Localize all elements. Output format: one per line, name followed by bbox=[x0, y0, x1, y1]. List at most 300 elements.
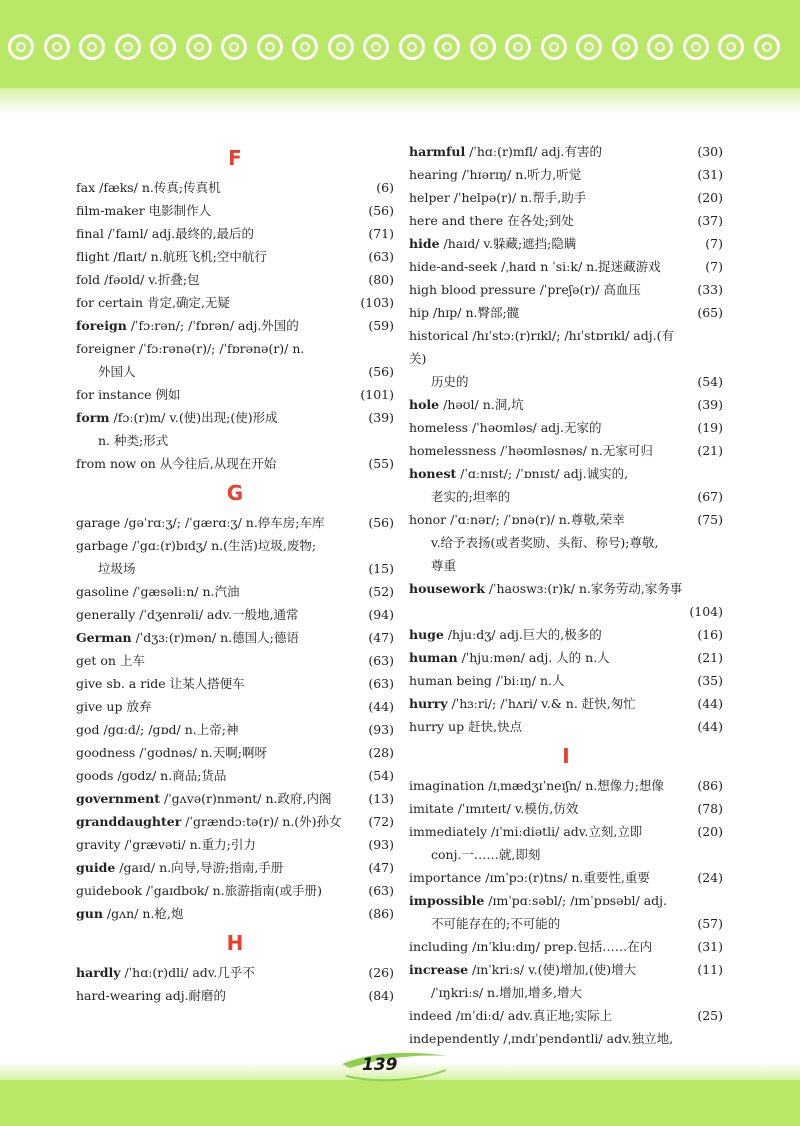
entry-definition: conj.一……就,即刻 bbox=[431, 847, 541, 862]
entry-text bbox=[409, 393, 723, 416]
entry-page-line bbox=[409, 600, 723, 623]
entry-definition: honor /ˈɑːnər/; /ˈɒnə(r)/ n.尊敬,荣幸 bbox=[409, 512, 625, 527]
entry-page-ref: (25) bbox=[697, 1008, 723, 1023]
entry-definition: /ˈgrændɔːtə(r)/ n.(外)孙女 bbox=[181, 814, 342, 829]
ring-icon bbox=[8, 34, 34, 60]
entry-text bbox=[76, 649, 394, 672]
ring-icon bbox=[221, 34, 247, 60]
ring-icon bbox=[399, 34, 425, 60]
entry-text bbox=[76, 879, 394, 902]
entry-headword: German bbox=[76, 630, 132, 645]
entry-text bbox=[76, 452, 394, 475]
entry-definition: imagination /ɪˌmædʒɪˈneɪʃn/ n.想像力;想像 bbox=[409, 778, 664, 793]
glossary-entry bbox=[76, 741, 394, 764]
entry-text bbox=[409, 508, 723, 531]
entry-text bbox=[76, 741, 394, 764]
entry-definition: from now on 从今往后,从现在开始 bbox=[76, 456, 277, 471]
entry-page-ref: (11) bbox=[697, 962, 723, 977]
entry-definition: god /gɑːd/; /gɒd/ n.上帝;神 bbox=[76, 722, 239, 737]
entry-page-ref: (7) bbox=[705, 236, 723, 251]
bottom-banner bbox=[0, 1080, 800, 1126]
entry-definition: 垃圾场 bbox=[98, 561, 136, 576]
glossary-entry bbox=[409, 324, 723, 370]
glossary-entry bbox=[409, 301, 723, 324]
entry-definition: 不可能存在的;不可能的 bbox=[431, 916, 561, 931]
entry-text bbox=[76, 787, 394, 810]
entry-page-ref: (55) bbox=[368, 456, 394, 471]
glossary-entry bbox=[76, 626, 394, 649]
entry-text bbox=[409, 209, 723, 232]
entry-continuation bbox=[409, 370, 723, 393]
glossary-entry bbox=[76, 879, 394, 902]
ring-icon bbox=[505, 34, 531, 60]
entry-text bbox=[409, 416, 723, 439]
entry-page-ref: (94) bbox=[368, 607, 394, 622]
entry-text bbox=[76, 383, 394, 406]
ring-icon bbox=[718, 34, 744, 60]
entry-text bbox=[409, 866, 723, 889]
glossary-entry bbox=[409, 820, 723, 843]
entry-page-ref: (93) bbox=[368, 837, 394, 852]
entry-definition: gasoline /ˈgæsəliːn/ n.汽油 bbox=[76, 584, 240, 599]
entry-definition: homeless /ˈhəʊmləs/ adj.无家的 bbox=[409, 420, 602, 435]
entry-text bbox=[409, 301, 723, 324]
entry-headword: huge bbox=[409, 627, 444, 642]
ring-icon bbox=[541, 34, 567, 60]
entry-page-ref: (47) bbox=[368, 860, 394, 875]
entry-page-ref: (101) bbox=[360, 387, 394, 402]
entry-page-ref: (13) bbox=[368, 791, 394, 806]
entry-page-ref: (59) bbox=[368, 318, 394, 333]
entry-headword: foreign bbox=[76, 318, 127, 333]
entry-page-ref: (80) bbox=[368, 272, 394, 287]
glossary-entry bbox=[409, 209, 723, 232]
entry-text bbox=[409, 958, 723, 981]
entry-definition: garage /gəˈrɑːʒ/; /ˈgærɑːʒ/ n.停车房;车库 bbox=[76, 515, 325, 530]
entry-page-ref: (20) bbox=[697, 190, 723, 205]
entry-headword: hurry bbox=[409, 696, 448, 711]
entry-definition: goodness /ˈgʊdnəs/ n.天啊;啊呀 bbox=[76, 745, 267, 760]
entry-definition: 历史的 bbox=[431, 374, 469, 389]
glossary-entry bbox=[409, 508, 723, 531]
entry-headword: harmful bbox=[409, 144, 466, 159]
glossary-entry bbox=[409, 623, 723, 646]
glossary-entry bbox=[409, 774, 723, 797]
entry-definition: /ˈhɜːri/; /ˈhʌri/ v.& n. 赶快,匆忙 bbox=[447, 696, 636, 711]
ring-icon bbox=[257, 34, 283, 60]
entry-definition: /ˈhɑː(r)dli/ adv.几乎不 bbox=[120, 965, 255, 980]
entry-text bbox=[409, 889, 723, 912]
entry-definition: for instance 例如 bbox=[76, 387, 181, 402]
entry-page-ref: (31) bbox=[697, 939, 723, 954]
glossary-entry bbox=[76, 603, 394, 626]
glossary-entry bbox=[409, 935, 723, 958]
entry-page-ref: (56) bbox=[368, 364, 394, 379]
entry-text bbox=[409, 140, 723, 163]
glossary-entry bbox=[76, 199, 394, 222]
entry-headword: government bbox=[76, 791, 161, 806]
ring-icon bbox=[647, 34, 673, 60]
entry-text bbox=[76, 176, 394, 199]
entry-text bbox=[409, 278, 723, 301]
entry-definition: get on 上车 bbox=[76, 653, 145, 668]
ring-icon bbox=[44, 34, 70, 60]
entry-page-ref: (52) bbox=[368, 584, 394, 599]
entry-definition: /gʌn/ n.枪,炮 bbox=[102, 906, 184, 921]
glossary-entry bbox=[409, 1027, 723, 1050]
entry-definition: /həʊl/ n.洞,坑 bbox=[439, 397, 524, 412]
ring-icon bbox=[328, 34, 354, 60]
entry-text bbox=[76, 626, 394, 649]
glossary-entry bbox=[409, 669, 723, 692]
entry-definition: 外国人 bbox=[98, 364, 136, 379]
glossary-entry bbox=[76, 672, 394, 695]
entry-page-ref: (104) bbox=[689, 604, 723, 619]
entry-definition: hip /hɪp/ n.臀部;髋 bbox=[409, 305, 520, 320]
entry-text bbox=[409, 577, 723, 600]
entry-headword: hole bbox=[409, 397, 440, 412]
entry-page-ref: (20) bbox=[697, 824, 723, 839]
entry-text bbox=[98, 429, 394, 452]
ring-icon bbox=[683, 34, 709, 60]
glossary-entry bbox=[76, 337, 394, 360]
entry-continuation bbox=[76, 360, 394, 383]
entry-definition: helper /ˈhelpə(r)/ n.帮手,助手 bbox=[409, 190, 587, 205]
entry-text bbox=[409, 774, 723, 797]
entry-text bbox=[76, 291, 394, 314]
entry-definition: here and there 在各处;到处 bbox=[409, 213, 574, 228]
entry-definition: /ˈhɑː(r)mfl/ adj.有害的 bbox=[465, 144, 603, 159]
entry-text bbox=[431, 485, 723, 508]
glossary-entry bbox=[76, 764, 394, 787]
entry-continuation bbox=[409, 843, 723, 866]
entry-continuation bbox=[76, 429, 394, 452]
page-number-badge bbox=[340, 1050, 450, 1084]
entry-definition: goods /gʊdz/ n.商品;货品 bbox=[76, 768, 227, 783]
entry-text bbox=[409, 255, 723, 278]
entry-text bbox=[76, 902, 394, 925]
entry-definition: hearing /ˈhɪərɪŋ/ n.听力,听觉 bbox=[409, 167, 582, 182]
section-letter: I bbox=[562, 744, 570, 768]
entry-page-ref: (78) bbox=[697, 801, 723, 816]
entry-definition: immediately /ɪˈmiːdiətli/ adv.立刻,立即 bbox=[409, 824, 643, 839]
entry-text bbox=[409, 163, 723, 186]
entry-text bbox=[76, 810, 394, 833]
entry-text bbox=[76, 268, 394, 291]
entry-text bbox=[76, 764, 394, 787]
entry-definition: /ˈhjuːmən/ adj. 人的 n.人 bbox=[457, 650, 610, 665]
ring-icon bbox=[612, 34, 638, 60]
ring-icon bbox=[186, 34, 212, 60]
entry-page-ref: (47) bbox=[368, 630, 394, 645]
entry-headword: impossible bbox=[409, 893, 485, 908]
glossary-entry bbox=[409, 416, 723, 439]
entry-page-ref: (44) bbox=[368, 699, 394, 714]
entry-page-ref: (71) bbox=[368, 226, 394, 241]
entry-definition: /ˈhaʊswɜː(r)k/ n.家务劳动,家务事 bbox=[484, 581, 683, 596]
entry-text bbox=[431, 843, 723, 866]
entry-text bbox=[409, 669, 723, 692]
entry-page-ref: (24) bbox=[697, 870, 723, 885]
entry-page-ref: (44) bbox=[697, 719, 723, 734]
entry-page-ref: (39) bbox=[368, 410, 394, 425]
entry-text bbox=[409, 820, 723, 843]
glossary-entry bbox=[409, 889, 723, 912]
entry-page-ref: (63) bbox=[368, 676, 394, 691]
entry-text bbox=[76, 580, 394, 603]
entry-page-ref: (21) bbox=[697, 650, 723, 665]
entry-page-ref: (16) bbox=[697, 627, 723, 642]
glossary-entry bbox=[409, 255, 723, 278]
entry-definition: /ɪnˈkriːs/ v.(使)增加,(使)增大 bbox=[468, 962, 637, 977]
entry-page-ref: (31) bbox=[697, 167, 723, 182]
entry-text bbox=[431, 981, 723, 1004]
entry-continuation bbox=[409, 485, 723, 508]
glossary-entry bbox=[76, 810, 394, 833]
entry-text bbox=[409, 232, 723, 255]
entry-headword: human bbox=[409, 650, 458, 665]
entry-headword: hardly bbox=[76, 965, 121, 980]
glossary-entry bbox=[409, 1004, 723, 1027]
entry-continuation bbox=[409, 554, 723, 577]
entry-text bbox=[76, 245, 394, 268]
glossary-entry bbox=[409, 797, 723, 820]
entry-definition: garbage /ˈgɑː(r)bɪdʒ/ n.(生活)垃圾,废物; bbox=[76, 538, 317, 553]
entry-definition: gravity /ˈgrævəti/ n.重力;引力 bbox=[76, 837, 256, 852]
entry-page-ref: (39) bbox=[697, 397, 723, 412]
entry-headword: housework bbox=[409, 581, 485, 596]
entry-text bbox=[76, 672, 394, 695]
glossary-entry bbox=[76, 245, 394, 268]
glossary-entry bbox=[409, 646, 723, 669]
entry-headword: honest bbox=[409, 466, 457, 481]
glossary-entry bbox=[76, 856, 394, 879]
entry-definition: /ˈɑːnɪst/; /ˈɒnɪst/ adj.诚实的, bbox=[456, 466, 629, 481]
entry-definition: /ɪmˈpɑːsəbl/; /ɪmˈpɒsəbl/ adj. bbox=[484, 893, 668, 908]
glossary-entry bbox=[76, 718, 394, 741]
entry-page-ref: (7) bbox=[705, 259, 723, 274]
entry-definition: historical /hɪˈstɔː(r)rɪkl/; /hɪˈstɒrɪkl/ adj.(有关) bbox=[409, 328, 674, 366]
section-letter: H bbox=[226, 931, 244, 955]
entry-page-ref: (30) bbox=[697, 144, 723, 159]
entry-definition: /ˈgʌvə(r)nmənt/ n.政府,内阁 bbox=[160, 791, 332, 806]
entry-text bbox=[76, 695, 394, 718]
entry-text bbox=[76, 222, 394, 245]
glossary-entry bbox=[409, 278, 723, 301]
ring-icon bbox=[363, 34, 389, 60]
glossary-entry bbox=[76, 176, 394, 199]
glossary-entry bbox=[409, 866, 723, 889]
entry-continuation bbox=[409, 981, 723, 1004]
glossary-entry bbox=[409, 692, 723, 715]
entry-definition: high blood pressure /ˈpreʃə(r)/ 高血压 bbox=[409, 282, 641, 297]
entry-continuation bbox=[409, 531, 723, 554]
ring-icon bbox=[754, 34, 780, 60]
section-letter: F bbox=[228, 146, 242, 170]
entry-definition: including /ɪnˈkluːdɪŋ/ prep.包括……在内 bbox=[409, 939, 653, 954]
glossary-entry bbox=[76, 406, 394, 429]
section-letter: G bbox=[226, 481, 244, 505]
glossary-entry bbox=[76, 314, 394, 337]
entry-headword: guide bbox=[76, 860, 116, 875]
glossary-column-left bbox=[76, 140, 394, 1007]
entry-text bbox=[98, 557, 394, 580]
glossary-entry bbox=[409, 140, 723, 163]
entry-page-ref: (93) bbox=[368, 722, 394, 737]
entry-text bbox=[98, 360, 394, 383]
glossary-entry bbox=[76, 984, 394, 1007]
entry-definition: human being /ˈbiːɪŋ/ n.人 bbox=[409, 673, 565, 688]
entry-definition: 老实的;坦率的 bbox=[431, 489, 511, 504]
entry-page-ref: (21) bbox=[697, 443, 723, 458]
ring-icon bbox=[150, 34, 176, 60]
entry-page-ref: (67) bbox=[697, 489, 723, 504]
glossary-entry bbox=[409, 577, 723, 600]
entry-definition: fold /fəʊld/ v.折叠;包 bbox=[76, 272, 200, 287]
entry-text bbox=[409, 1027, 723, 1050]
entry-page-ref: (44) bbox=[697, 696, 723, 711]
entry-text bbox=[431, 531, 723, 554]
entry-text bbox=[76, 961, 394, 984]
glossary-entry bbox=[76, 452, 394, 475]
glossary-entry bbox=[76, 787, 394, 810]
entry-headword: form bbox=[76, 410, 110, 425]
entry-text bbox=[409, 1004, 723, 1027]
entry-definition: foreigner /ˈfɔːrənə(r)/; /ˈfɒrənə(r)/ n. bbox=[76, 341, 305, 356]
entry-page-ref: (15) bbox=[368, 561, 394, 576]
entry-headword: granddaughter bbox=[76, 814, 182, 829]
entry-page-ref: (86) bbox=[697, 778, 723, 793]
entry-definition: hurry up 赶快,快点 bbox=[409, 719, 523, 734]
glossary-entry bbox=[409, 439, 723, 462]
glossary-entry bbox=[76, 534, 394, 557]
entry-text bbox=[76, 718, 394, 741]
entry-definition: v.给予表扬(或者奖励、头衔、称号);尊敬, bbox=[431, 535, 659, 550]
entry-text bbox=[76, 314, 394, 337]
glossary-entry bbox=[76, 291, 394, 314]
top-banner-fade bbox=[0, 88, 800, 114]
entry-page-ref: (56) bbox=[368, 203, 394, 218]
entry-page-ref: (63) bbox=[368, 249, 394, 264]
entry-page-ref: (37) bbox=[697, 213, 723, 228]
glossary-entry bbox=[76, 649, 394, 672]
entry-definition: hard-wearing adj.耐磨的 bbox=[76, 988, 227, 1003]
entry-page-ref: (56) bbox=[368, 515, 394, 530]
entry-text bbox=[76, 856, 394, 879]
entry-definition: /fɔː(r)m/ v.(使)出现;(使)形成 bbox=[109, 410, 278, 425]
glossary-entry bbox=[409, 163, 723, 186]
entry-text bbox=[409, 646, 723, 669]
entry-text bbox=[76, 337, 394, 360]
entry-definition: /hjuːdʒ/ adj.巨大的,极多的 bbox=[443, 627, 602, 642]
ring-icon bbox=[115, 34, 141, 60]
entry-definition: /gaɪd/ n.向导,导游;指南,手册 bbox=[115, 860, 284, 875]
entry-text bbox=[76, 984, 394, 1007]
entry-page-ref: (86) bbox=[368, 906, 394, 921]
entry-definition: for certain 肯定,确定,无疑 bbox=[76, 295, 230, 310]
entry-definition: give sb. a ride 让某人搭便车 bbox=[76, 676, 245, 691]
glossary-entry bbox=[409, 462, 723, 485]
entry-definition: /haɪd/ v.躲藏;遮挡;隐瞒 bbox=[439, 236, 577, 251]
entry-page-ref: (63) bbox=[368, 653, 394, 668]
ring-icon bbox=[79, 34, 105, 60]
entry-definition: fax /fæks/ n.传真;传真机 bbox=[76, 180, 221, 195]
glossary-entry bbox=[409, 232, 723, 255]
entry-text bbox=[409, 935, 723, 958]
entry-text bbox=[409, 186, 723, 209]
glossary-entry bbox=[409, 958, 723, 981]
glossary-entry bbox=[76, 833, 394, 856]
binder-rings bbox=[8, 34, 798, 72]
entry-text bbox=[431, 554, 723, 577]
ring-icon bbox=[576, 34, 602, 60]
entry-definition: n. 种类;形式 bbox=[98, 433, 169, 448]
entry-definition: importance /ɪmˈpɔː(r)tns/ n.重要性,重要 bbox=[409, 870, 650, 885]
entry-definition: give up 放弃 bbox=[76, 699, 152, 714]
entry-definition: imitate /ˈɪmɪteɪt/ v.模仿,仿效 bbox=[409, 801, 579, 816]
glossary-entry bbox=[76, 961, 394, 984]
entry-definition: guidebook /ˈgaɪdbʊk/ n.旅游指南(或手册) bbox=[76, 883, 322, 898]
glossary-entry bbox=[76, 695, 394, 718]
entry-text bbox=[409, 715, 723, 738]
ring-icon bbox=[470, 34, 496, 60]
entry-text bbox=[409, 439, 723, 462]
entry-page-ref: (54) bbox=[697, 374, 723, 389]
entry-text bbox=[431, 370, 723, 393]
entry-text bbox=[409, 692, 723, 715]
entry-page-ref: (65) bbox=[697, 305, 723, 320]
entry-page-ref: (33) bbox=[697, 282, 723, 297]
entry-text bbox=[76, 406, 394, 429]
entry-page-ref: (19) bbox=[697, 420, 723, 435]
entry-text bbox=[431, 912, 723, 935]
entry-text bbox=[409, 324, 723, 370]
entry-definition: /ˈfɔːrən/; /ˈfɒrən/ adj.外国的 bbox=[126, 318, 299, 333]
entry-page-ref: (57) bbox=[697, 916, 723, 931]
entry-definition: homelessness /ˈhəʊmləsnəs/ n.无家可归 bbox=[409, 443, 653, 458]
entry-definition: flight /flaɪt/ n.航班飞机;空中航行 bbox=[76, 249, 267, 264]
entry-text bbox=[409, 623, 723, 646]
entry-definition: indeed /ɪnˈdiːd/ adv.真正地;实际上 bbox=[409, 1008, 613, 1023]
entry-page-ref: (75) bbox=[697, 512, 723, 527]
entry-definition: film-maker 电影制作人 bbox=[76, 203, 212, 218]
glossary-entry bbox=[76, 268, 394, 291]
ring-icon bbox=[292, 34, 318, 60]
entry-page-ref: (84) bbox=[368, 988, 394, 1003]
entry-page-ref: (63) bbox=[368, 883, 394, 898]
glossary-entry bbox=[76, 902, 394, 925]
entry-page-ref: (26) bbox=[368, 965, 394, 980]
entry-text bbox=[76, 603, 394, 626]
glossary-entry bbox=[76, 511, 394, 534]
entry-text bbox=[409, 462, 723, 485]
entry-headword: increase bbox=[409, 962, 469, 977]
entry-definition: independently /ˌɪndɪˈpendəntli/ adv.独立地, bbox=[409, 1031, 674, 1046]
ring-icon bbox=[434, 34, 460, 60]
entry-text bbox=[76, 833, 394, 856]
entry-text bbox=[76, 534, 394, 557]
entry-definition: generally /ˈdʒenrəli/ adv.一般地,通常 bbox=[76, 607, 299, 622]
glossary-entry bbox=[409, 393, 723, 416]
entry-continuation bbox=[76, 557, 394, 580]
glossary-entry bbox=[76, 383, 394, 406]
glossary-entry bbox=[409, 186, 723, 209]
entry-headword: gun bbox=[76, 906, 103, 921]
entry-text bbox=[76, 511, 394, 534]
entry-page-ref: (103) bbox=[360, 295, 394, 310]
entry-definition: hide-and-seek /ˌhaɪd n ˈsiːk/ n.捉迷藏游戏 bbox=[409, 259, 661, 274]
entry-definition: /ˈɪŋkriːs/ n.增加,增多,增大 bbox=[431, 985, 583, 1000]
